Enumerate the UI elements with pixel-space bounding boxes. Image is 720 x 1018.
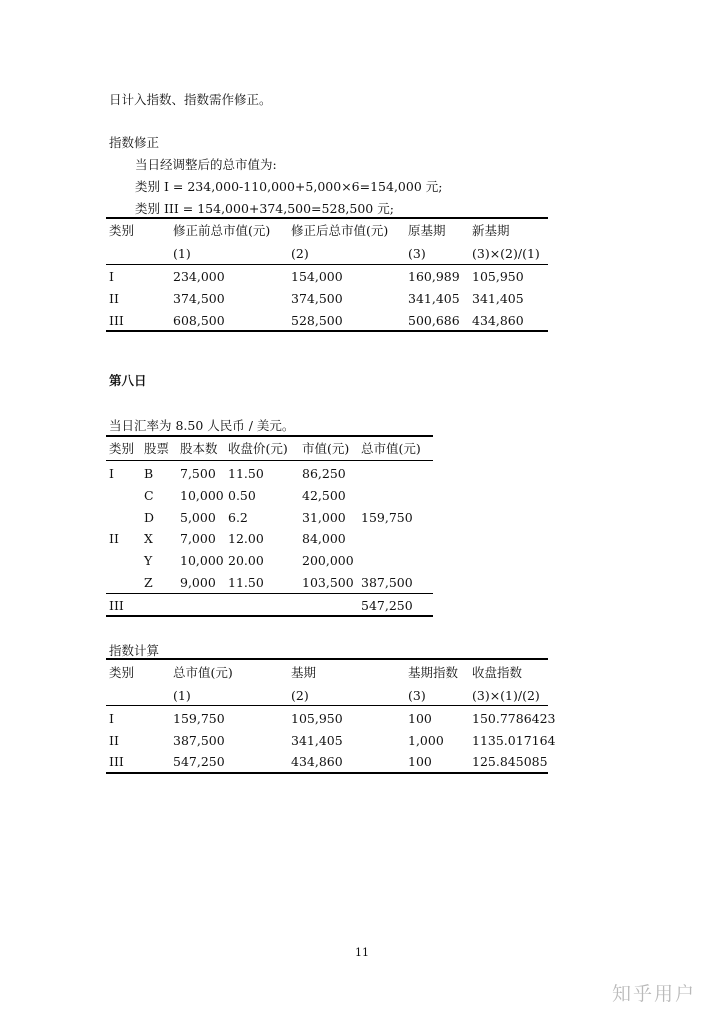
day8-row-cell: I bbox=[109, 466, 114, 481]
day8-header-cell: 收盘价(元) bbox=[228, 441, 288, 456]
calc-row-cell: 125.845085 bbox=[472, 754, 548, 769]
day8-total-cell: 547,250 bbox=[361, 598, 413, 613]
calc-row-cell: 387,500 bbox=[173, 733, 225, 748]
adjust-row-cell: 160,989 bbox=[408, 269, 460, 284]
day8-row-cell: 10,000 bbox=[180, 488, 224, 503]
calc-row-cell: I bbox=[109, 711, 114, 726]
day8-row-cell: 11.50 bbox=[228, 575, 264, 590]
day8-header-cell: 股本数 bbox=[180, 441, 218, 456]
day8-row-cell: 7,000 bbox=[180, 531, 216, 546]
day8-row-cell: 20.00 bbox=[228, 553, 264, 568]
calc-subheader-cell: (1) bbox=[173, 688, 191, 703]
day8-table-header-rule bbox=[106, 460, 433, 461]
day8-row-cell: 86,250 bbox=[302, 466, 346, 481]
day8-row-cell: 0.50 bbox=[228, 488, 256, 503]
calc-row-cell: 547,250 bbox=[173, 754, 225, 769]
adjust-subheader-cell: (3)×(2)/(1) bbox=[472, 246, 540, 261]
day8-table-top-rule bbox=[106, 435, 433, 437]
day8-title: 第八日 bbox=[109, 373, 147, 388]
calc-row-cell: 105,950 bbox=[291, 711, 343, 726]
calc-subheader-cell: (3) bbox=[408, 688, 426, 703]
calc-table-top-rule bbox=[106, 658, 548, 660]
day8-table-subtotal-rule bbox=[106, 593, 433, 594]
day8-row-cell: Y bbox=[144, 553, 153, 568]
adjust-row-cell: II bbox=[109, 291, 119, 306]
adjust-table-top-rule bbox=[106, 217, 548, 219]
adjust-header-cell: 原基期 bbox=[408, 223, 446, 238]
calc-subheader-cell: (2) bbox=[291, 688, 309, 703]
day8-row-cell: 11.50 bbox=[228, 466, 264, 481]
day8-row-cell: 6.2 bbox=[228, 510, 248, 525]
adjust-row-cell: 528,500 bbox=[291, 313, 343, 328]
adjust-row-cell: 374,500 bbox=[173, 291, 225, 306]
day8-row-cell: 7,500 bbox=[180, 466, 216, 481]
calc-table-bottom-rule bbox=[106, 772, 548, 774]
adjust-row-cell: III bbox=[109, 313, 124, 328]
calc-row-cell: 100 bbox=[408, 754, 432, 769]
adjust-header-cell: 类别 bbox=[109, 223, 135, 238]
adjust-row-cell: 500,686 bbox=[408, 313, 460, 328]
adjust-row-cell: 434,860 bbox=[472, 313, 524, 328]
calc-row-cell: 1135.017164 bbox=[472, 733, 556, 748]
adjust-line: 类别 III = 154,000+374,500=528,500 元; bbox=[135, 201, 394, 216]
calc-row-cell: 1,000 bbox=[408, 733, 444, 748]
calc-row-cell: 150.7786423 bbox=[472, 711, 556, 726]
day8-row-cell: X bbox=[144, 531, 153, 546]
adjust-heading: 指数修正 bbox=[109, 135, 160, 150]
calc-row-cell: II bbox=[109, 733, 119, 748]
adjust-row-cell: 105,950 bbox=[472, 269, 524, 284]
day8-header-cell: 股票 bbox=[144, 441, 170, 456]
calc-row-cell: 159,750 bbox=[173, 711, 225, 726]
adjust-row-cell: 608,500 bbox=[173, 313, 225, 328]
day8-rate-line: 当日汇率为 8.50 人民币 / 美元。 bbox=[109, 418, 295, 433]
adjust-line: 当日经调整后的总市值为: bbox=[135, 157, 277, 172]
adjust-subheader-cell: (2) bbox=[291, 246, 309, 261]
day8-row-cell: 159,750 bbox=[361, 510, 413, 525]
day8-row-cell: 12.00 bbox=[228, 531, 264, 546]
day8-row-cell: C bbox=[144, 488, 154, 503]
day8-row-cell: B bbox=[144, 466, 154, 481]
adjust-row-cell: 341,405 bbox=[472, 291, 524, 306]
calc-header-cell: 基期指数 bbox=[408, 665, 459, 680]
adjust-header-cell: 新基期 bbox=[472, 223, 510, 238]
calc-header-cell: 基期 bbox=[291, 665, 317, 680]
calc-row-cell: III bbox=[109, 754, 124, 769]
day8-row-cell: 31,000 bbox=[302, 510, 346, 525]
calc-heading: 指数计算 bbox=[109, 643, 160, 658]
calc-header-cell: 类别 bbox=[109, 665, 135, 680]
calc-header-cell: 总市值(元) bbox=[173, 665, 233, 680]
adjust-row-cell: I bbox=[109, 269, 114, 284]
day8-row-cell: 5,000 bbox=[180, 510, 216, 525]
calc-table-header-rule bbox=[106, 705, 548, 706]
calc-row-cell: 341,405 bbox=[291, 733, 343, 748]
day8-row-cell: 9,000 bbox=[180, 575, 216, 590]
adjust-header-cell: 修正后总市值(元) bbox=[291, 223, 389, 238]
day8-row-cell: 387,500 bbox=[361, 575, 413, 590]
adjust-subheader-cell: (3) bbox=[408, 246, 426, 261]
adjust-row-cell: 374,500 bbox=[291, 291, 343, 306]
adjust-header-cell: 修正前总市值(元) bbox=[173, 223, 271, 238]
day8-header-cell: 总市值(元) bbox=[361, 441, 421, 456]
calc-header-cell: 收盘指数 bbox=[472, 665, 523, 680]
day8-header-cell: 市值(元) bbox=[302, 441, 350, 456]
adjust-row-cell: 154,000 bbox=[291, 269, 343, 284]
day8-table-bottom-rule bbox=[106, 615, 433, 617]
page-number: 11 bbox=[355, 946, 369, 959]
adjust-table-header-rule bbox=[106, 264, 548, 265]
day8-row-cell: Z bbox=[144, 575, 153, 590]
day8-row-cell: II bbox=[109, 531, 119, 546]
calc-subheader-cell: (3)×(1)/(2) bbox=[472, 688, 540, 703]
day8-row-cell: 42,500 bbox=[302, 488, 346, 503]
day8-header-cell: 类别 bbox=[109, 441, 135, 456]
adjust-line: 类别 I = 234,000-110,000+5,000×6=154,000 元; bbox=[135, 179, 443, 194]
adjust-table-bottom-rule bbox=[106, 330, 548, 332]
adjust-row-cell: 234,000 bbox=[173, 269, 225, 284]
day8-row-cell: D bbox=[144, 510, 155, 525]
watermark: 知乎用户 bbox=[612, 983, 697, 1005]
calc-row-cell: 434,860 bbox=[291, 754, 343, 769]
day8-row-cell: 200,000 bbox=[302, 553, 354, 568]
day8-row-cell: 103,500 bbox=[302, 575, 354, 590]
day8-row-cell: 10,000 bbox=[180, 553, 224, 568]
day8-row-cell: 84,000 bbox=[302, 531, 346, 546]
adjust-row-cell: 341,405 bbox=[408, 291, 460, 306]
day8-total-cell: III bbox=[109, 598, 124, 613]
intro-line: 日计入指数、指数需作修正。 bbox=[109, 92, 272, 107]
calc-row-cell: 100 bbox=[408, 711, 432, 726]
adjust-subheader-cell: (1) bbox=[173, 246, 191, 261]
